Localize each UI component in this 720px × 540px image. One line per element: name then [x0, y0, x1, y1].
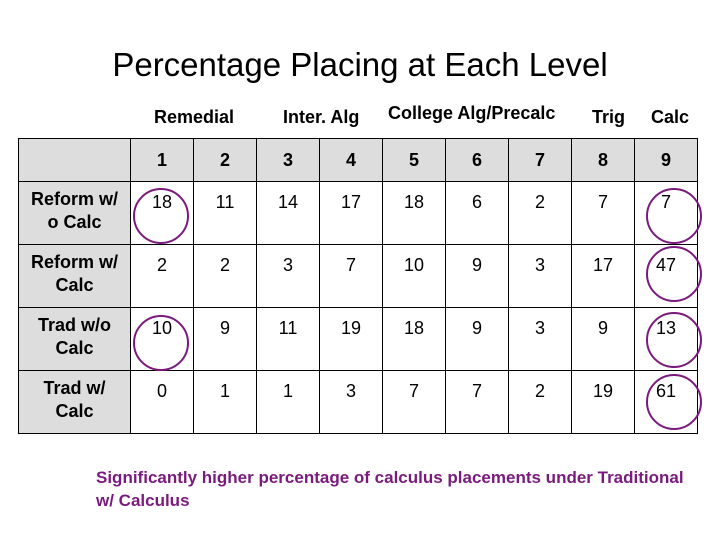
level-header: 1 [131, 139, 194, 182]
level-header: 8 [572, 139, 635, 182]
table-cell: 3 [509, 308, 572, 371]
table-cell: 0 [131, 371, 194, 434]
table-cell: 2 [509, 371, 572, 434]
table-cell: 14 [257, 182, 320, 245]
highlight-circle [646, 246, 702, 302]
table-cell: 11 [194, 182, 257, 245]
row-label: Reform w/ Calc [19, 245, 131, 308]
group-label-trig: Trig [592, 107, 626, 127]
table-cell: 9 [572, 308, 635, 371]
table-cell: 17 [572, 245, 635, 308]
table-cell: 1 [194, 371, 257, 434]
table-cell: 7 [572, 182, 635, 245]
level-header: 7 [509, 139, 572, 182]
table-cell: 18 [383, 308, 446, 371]
highlight-circle [646, 374, 702, 430]
placement-table [18, 138, 698, 434]
table-cell: 10 [131, 308, 194, 371]
table-row [19, 371, 698, 434]
level-header: 9 [635, 139, 698, 182]
table-cell: 9 [446, 308, 509, 371]
level-header: 4 [320, 139, 383, 182]
row-label: Trad w/o Calc [19, 308, 131, 371]
table-cell: 9 [446, 245, 509, 308]
group-label-calc: Calc [651, 107, 690, 127]
table-cell: 2 [509, 182, 572, 245]
group-label-inter-alg: Inter. Alg [283, 107, 360, 127]
table-cell: 11 [257, 308, 320, 371]
table-cell: 19 [572, 371, 635, 434]
table-cell: 17 [320, 182, 383, 245]
level-header: 5 [383, 139, 446, 182]
level-header: 2 [194, 139, 257, 182]
row-label: Trad w/ Calc [19, 371, 131, 434]
table-row [19, 308, 698, 371]
table-cell: 61 [635, 371, 698, 434]
level-header: 3 [257, 139, 320, 182]
table-cell: 3 [257, 245, 320, 308]
table-cell: 6 [446, 182, 509, 245]
group-label-college-alg: College Alg/Precalc [388, 103, 556, 123]
table-cell: 3 [320, 371, 383, 434]
table-cell: 3 [509, 245, 572, 308]
table-cell: 13 [635, 308, 698, 371]
highlight-circle [646, 188, 702, 244]
table-cell: 47 [635, 245, 698, 308]
table-cell: 10 [383, 245, 446, 308]
level-header-row [19, 139, 698, 182]
table-cell: 9 [194, 308, 257, 371]
page-title: Percentage Placing at Each Level [112, 46, 608, 83]
highlight-circle [133, 188, 189, 244]
table-row [19, 245, 698, 308]
corner-cell [19, 139, 131, 182]
table-cell: 2 [194, 245, 257, 308]
table-cell: 1 [257, 371, 320, 434]
table-row [19, 182, 698, 245]
table-cell: 18 [383, 182, 446, 245]
table-cell: 2 [131, 245, 194, 308]
footnote: Significantly higher percentage of calculus placements under Traditional w/ Calculus [96, 468, 684, 510]
highlight-circle [646, 312, 702, 368]
highlight-circle [133, 315, 189, 371]
table-cell: 19 [320, 308, 383, 371]
table-cell: 7 [635, 182, 698, 245]
table-cell: 7 [320, 245, 383, 308]
table-cell: 18 [131, 182, 194, 245]
table-cell: 7 [383, 371, 446, 434]
group-label-remedial: Remedial [154, 107, 235, 127]
table-cell: 7 [446, 371, 509, 434]
row-label: Reform w/ o Calc [19, 182, 131, 245]
level-header: 6 [446, 139, 509, 182]
